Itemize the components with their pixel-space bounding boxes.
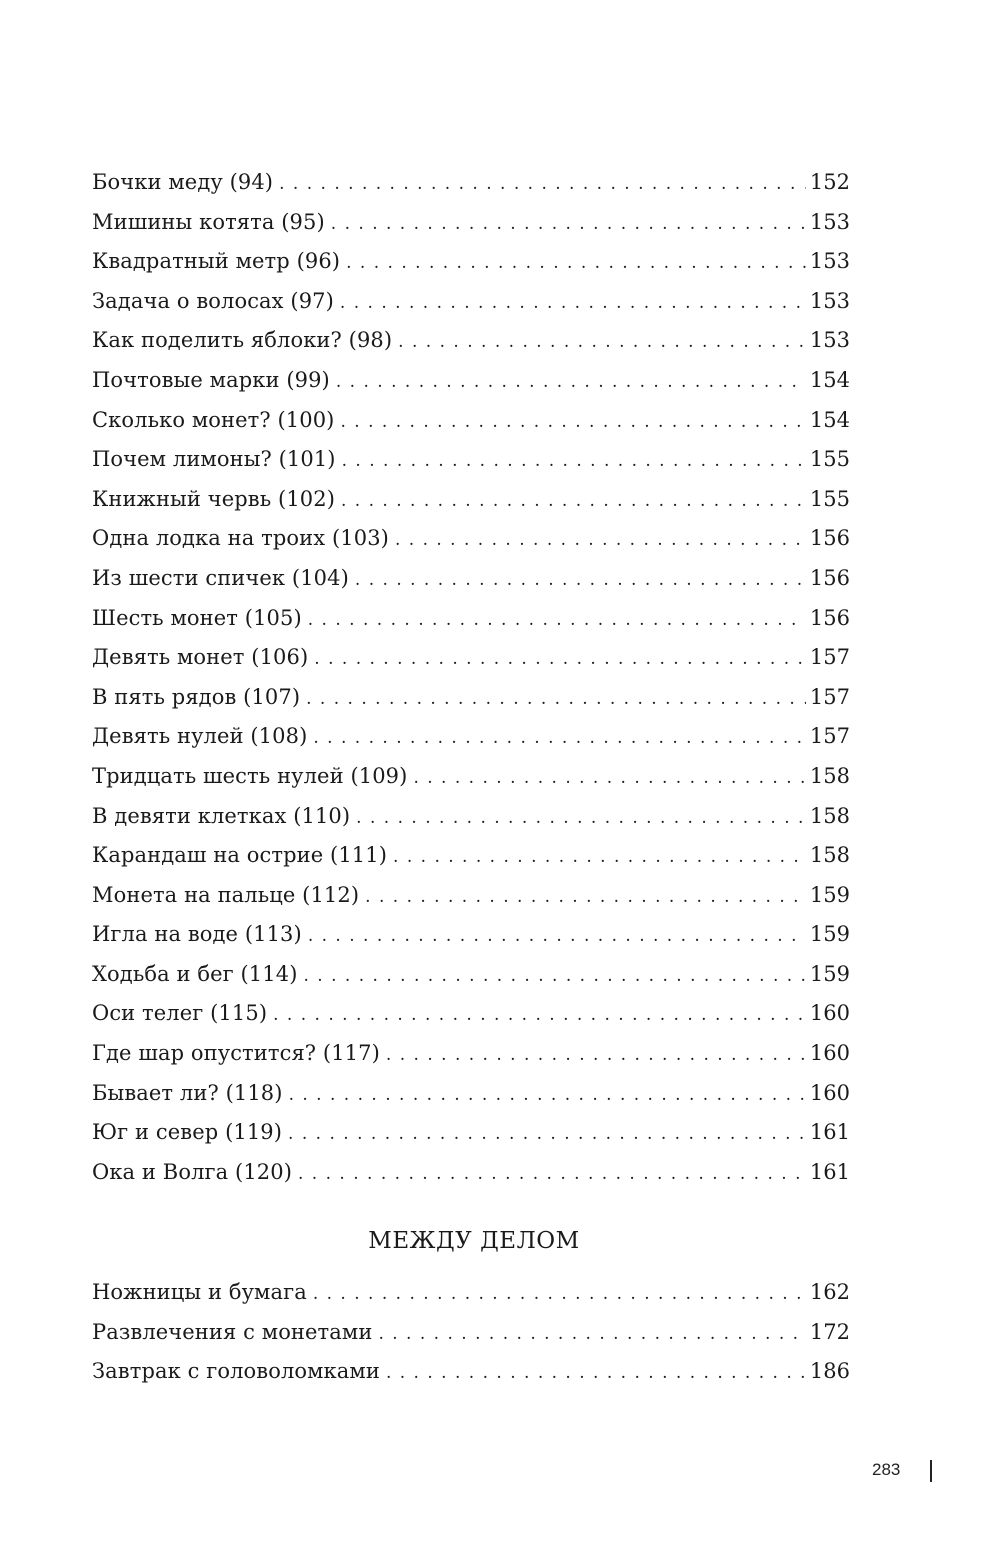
- toc-entry-title: Почтовые марки (99): [92, 367, 330, 392]
- toc-entry-title: Задача о волосах (97): [92, 288, 334, 313]
- toc-entry-page: 156: [809, 565, 850, 590]
- toc-entry: [92, 401, 850, 441]
- toc-entry-page: 160: [809, 1001, 850, 1026]
- toc-entry-title: Бывает ли? (118): [92, 1080, 283, 1105]
- toc-entry-page: 162: [809, 1280, 850, 1304]
- dot-leader: [279, 165, 806, 205]
- toc-entry: [92, 1153, 850, 1193]
- toc-entry-title: Развлечения с монетами: [92, 1319, 373, 1344]
- dot-leader: [378, 1315, 805, 1355]
- dot-leader: [356, 799, 806, 839]
- toc-entry-page: 159: [809, 922, 850, 947]
- section-toc-list: [92, 1273, 850, 1392]
- dot-leader: [336, 363, 806, 403]
- toc-entry: [92, 955, 850, 995]
- toc-entry-page: 152: [809, 170, 850, 194]
- toc-entry: [92, 1352, 850, 1392]
- dot-leader: [393, 838, 806, 878]
- toc-entry-page: 153: [809, 249, 850, 274]
- toc-entry-page: 155: [809, 486, 850, 511]
- toc-entry-page: 159: [809, 961, 850, 986]
- toc-entry-page: 160: [809, 1080, 850, 1105]
- dot-leader: [331, 205, 806, 245]
- toc-entry-page: 157: [809, 724, 850, 749]
- toc-entry-page: 159: [809, 882, 850, 907]
- toc-entry-title: Тридцать шесть нулей (109): [92, 763, 408, 788]
- toc-entry: [92, 361, 850, 401]
- toc-entry: [92, 915, 850, 955]
- dot-leader: [314, 640, 806, 680]
- toc-entry-title: Ходьба и бег (114): [92, 961, 298, 986]
- toc-entry: [92, 203, 850, 243]
- toc-entry-page: 153: [809, 209, 850, 234]
- toc-entry: [92, 599, 850, 639]
- dot-leader: [355, 561, 806, 601]
- toc-entry-title: Ока и Волга (120): [92, 1159, 292, 1184]
- toc-entry-title: Почем лимоны? (101): [92, 447, 336, 472]
- toc-entry: [92, 480, 850, 520]
- toc-entry-title: В пять рядов (107): [92, 684, 301, 709]
- toc-entry-page: 161: [809, 1120, 850, 1145]
- toc-entry: [92, 1074, 850, 1114]
- toc-entry-title: Из шести спичек (104): [92, 565, 349, 590]
- page-number-rule: [930, 1460, 932, 1482]
- dot-leader: [342, 442, 806, 482]
- toc-entry: [92, 678, 850, 718]
- toc-entry-title: Квадратный метр (96): [92, 249, 341, 274]
- toc-entry-page: 158: [809, 843, 850, 868]
- toc-entry-title: Юг и север (119): [92, 1120, 283, 1145]
- toc-entry-page: 161: [809, 1159, 850, 1184]
- dot-leader: [386, 1354, 806, 1394]
- toc-entry-title: Одна лодка на троих (103): [92, 526, 389, 551]
- section-heading: МЕЖДУ ДЕЛОМ: [368, 1228, 580, 1254]
- toc-entry: [92, 757, 850, 797]
- dot-leader: [340, 403, 805, 443]
- toc-entry: [92, 440, 850, 480]
- toc-entry-title: Игла на воде (113): [92, 922, 302, 947]
- dot-leader: [306, 680, 806, 720]
- toc-entry: [92, 876, 850, 916]
- toc-entry: [92, 797, 850, 837]
- toc-entry-title: Книжный червь (102): [92, 486, 335, 511]
- toc-entry-page: 156: [809, 526, 850, 551]
- toc-entry-title: Бочки меду (94): [92, 170, 274, 194]
- toc-entry-title: Шесть монет (105): [92, 605, 302, 630]
- toc-entry: [92, 994, 850, 1034]
- toc-entry-title: Девять монет (106): [92, 645, 309, 670]
- dot-leader: [303, 957, 805, 997]
- toc-entry-page: 153: [809, 288, 850, 313]
- toc-entry-page: 160: [809, 1041, 850, 1066]
- dot-leader: [288, 1115, 806, 1155]
- toc-entry-page: 186: [809, 1359, 850, 1384]
- toc-entry-page: 155: [809, 447, 850, 472]
- toc-list: [92, 163, 850, 1192]
- toc-entry-title: В девяти клетках (110): [92, 803, 351, 828]
- toc-entry: [92, 519, 850, 559]
- page-number: 283: [872, 1460, 901, 1479]
- toc-entry: [92, 1034, 850, 1074]
- toc-entry: [92, 242, 850, 282]
- dot-leader: [341, 482, 806, 522]
- dot-leader: [313, 1275, 806, 1315]
- toc-entry-title: Ножницы и бумага: [92, 1280, 307, 1304]
- dot-leader: [313, 719, 806, 759]
- toc-entry: [92, 1313, 850, 1353]
- dot-leader: [273, 996, 806, 1036]
- toc-entry: [92, 1113, 850, 1153]
- dot-leader: [289, 1076, 806, 1116]
- dot-leader: [398, 323, 806, 363]
- toc-entry: [92, 321, 850, 361]
- dot-leader: [395, 521, 806, 561]
- toc-entry-page: 157: [809, 684, 850, 709]
- toc-entry-title: Карандаш на острие (111): [92, 843, 388, 868]
- toc-entry-page: 157: [809, 645, 850, 670]
- toc-entry-page: 158: [809, 803, 850, 828]
- toc-entry: [92, 282, 850, 322]
- toc-entry-title: Где шар опустится? (117): [92, 1041, 380, 1066]
- dot-leader: [298, 1155, 806, 1195]
- dot-leader: [308, 917, 806, 957]
- toc-entry-title: Девять нулей (108): [92, 724, 308, 749]
- toc-entry-page: 154: [809, 407, 850, 432]
- toc-entry: [92, 163, 850, 203]
- toc-entry-page: 153: [809, 328, 850, 353]
- toc-entry-page: 154: [809, 367, 850, 392]
- toc-entry: [92, 1273, 850, 1313]
- toc-entry-title: Завтрак с головоломками: [92, 1359, 380, 1384]
- dot-leader: [365, 878, 806, 918]
- toc-entry: [92, 836, 850, 876]
- toc-entry-title: Как поделить яблоки? (98): [92, 328, 393, 353]
- toc-entry-title: Сколько монет? (100): [92, 407, 335, 432]
- dot-leader: [340, 284, 806, 324]
- toc-entry-page: 156: [809, 605, 850, 630]
- toc-entry: [92, 717, 850, 757]
- toc-entry-page: 172: [809, 1319, 850, 1344]
- dot-leader: [413, 759, 805, 799]
- dot-leader: [346, 244, 806, 284]
- toc-entry-title: Оси телег (115): [92, 1001, 268, 1026]
- dot-leader: [308, 601, 806, 641]
- toc-entry-page: 158: [809, 763, 850, 788]
- toc-entry-title: Монета на пальце (112): [92, 882, 360, 907]
- toc-entry-title: Мишины котята (95): [92, 209, 325, 234]
- dot-leader: [386, 1036, 806, 1076]
- toc-entry: [92, 559, 850, 599]
- toc-entry: [92, 638, 850, 678]
